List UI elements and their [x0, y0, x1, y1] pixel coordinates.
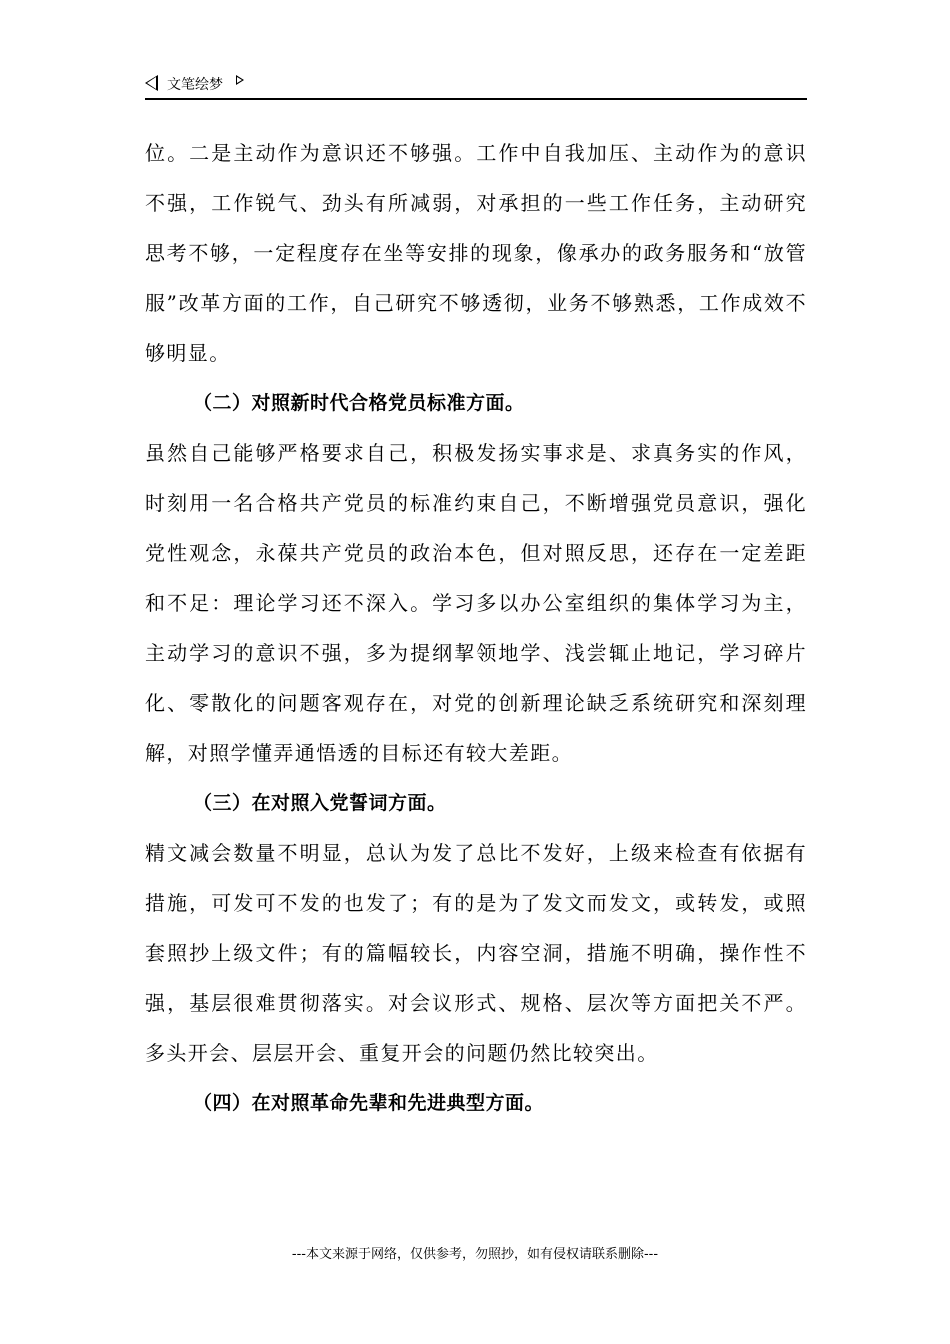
- section-heading-2: （二）对照新时代合格党员标准方面。: [193, 392, 525, 414]
- paragraph-1: 位。二是主动作为意识还不够强。工作中自我加压、主动作为的意识不强，工作锐气、劲头有所减弱，对承担的一些工作任务，主动研究思考不够，一定程度存在坐等安排的现象，像承办的政务服务和“放管服”改革方面的工作，自己研究不够透彻，业务不够熟悉，工作成效不够明显。: [145, 141, 807, 365]
- paragraph-3: 精文减会数量不明显，总认为发了总比不发好，上级来检查有依据有措施，可发可不发的也发了；有的是为了发文而发文，或转发，或照套照抄上级文件；有的篇幅较长，内容空洞，措施不明确，操作性不强，基层很难贯彻落实。对会议形式、规格、层次等方面把关不严。多头开会、层层开会、重复开会的问题仍然比较突出。: [145, 841, 807, 1065]
- right-triangle-icon: [236, 75, 244, 85]
- section-heading-4: （四）在对照革命先辈和先进典型方面。: [193, 1092, 545, 1114]
- page-header: [145, 72, 807, 100]
- document-body: [145, 128, 807, 1128]
- section-heading-3: （三）在对照入党誓词方面。: [193, 792, 447, 814]
- paragraph-2: 虽然自己能够严格要求自己，积极发扬实事求是、求真务实的作风，时刻用一名合格共产党员的标准约束自己，不断增强党员意识，强化党性观念，永葆共产党员的政治本色，但对照反思，还存在一定差距和不足：理论学习还不深入。学习多以办公室组织的集体学习为主，主动学习的意识不强，多为提纲挈领地学、浅尝辄止地记，学习碎片化、零散化的问题客观存在，对党的创新理论缺乏系统研究和深刻理解，对照学懂弄通悟透的目标还有较大差距。: [145, 441, 807, 765]
- header-title: 文笔绘梦: [167, 77, 223, 93]
- left-triangle-icon: [145, 75, 158, 91]
- page-footer-disclaimer: ---本文来源于网络，仅供参考，勿照抄，如有侵权请联系删除---: [291, 1247, 659, 1262]
